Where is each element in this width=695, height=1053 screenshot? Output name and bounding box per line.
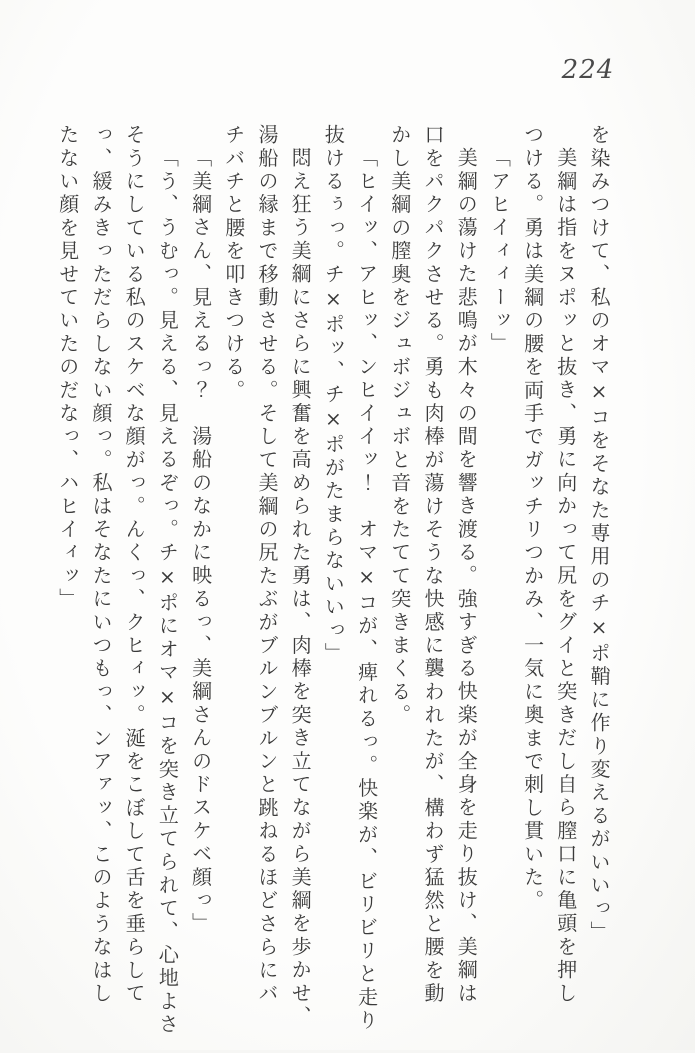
text-line: 口をパクパクさせる。勇も肉棒が蕩けそうな快感に襲われたが、構わず猛然と腰を動 [420, 124, 445, 1006]
page-number: 224 [561, 55, 615, 85]
text-line: 悶え狂う美綱にさらに興奮を高められた勇は、肉棒を突き立てながら美綱を歩かせ、 [288, 147, 313, 1029]
text-line: 「ヒイッ、アヒッ、ンヒイイッ！ オマ×コが、痺れるっ。快楽が、ビリビリと走り [354, 147, 379, 1033]
text-line: 湯船の縁まで移動させる。そして美綱の尻たぶがブルンブルンと跳ねるほどさらにバ [254, 124, 279, 1006]
text-line: 美綱の蕩けた悲鳴が木々の間を響き渡る。強すぎる快楽が全身を走り抜け、美綱は [454, 147, 479, 1006]
text-line: 美綱は指をヌポッと抜き、勇に向かって尻をグイと突きだし自ら膣口に亀頭を押し [553, 147, 578, 1006]
text-block [51, 124, 615, 1037]
text-line: を染みつけて、私のオマ×コをそなた専用のチ×ポ鞘に作り変えるがいいっ」 [587, 124, 611, 944]
text-line: 「アヒイィィーッ」 [487, 147, 512, 356]
text-line: つける。勇は美綱の腰を両手でガッチリつかみ、一気に奥まで刺し貫いた。 [520, 124, 545, 913]
text-line: かし美綱の膣奥をジュボジュボと音をたてて突きまくる。 [387, 124, 412, 728]
text-line: 「う、うむっ。見える、見えるぞっ。チ×ポにオマ×コを突き立てられて、心地よさ [155, 147, 180, 1037]
text-line: 「美綱さん、見えるっ？ 湯船のなかに映るっ、美綱さんのドスケベ顔っ」 [188, 147, 213, 936]
text-line: っ、緩みきっただらしない顔っ。私はそなたにいつもっ、ンアァッ、このようなはし [88, 124, 113, 1006]
text-line: たない顔を見せていたのだなっ、ハヒイィッ」 [55, 124, 80, 612]
text-line: 抜けるぅっ。チ×ポッ、チ×ポがたまらないいっ」 [321, 124, 346, 666]
text-line: そうにしている私のスケベな顔がっ。んくっ、クヒィッ。涎をこぼして舌を垂らして [122, 124, 147, 1006]
text-line: チバチと腰を叩きつける。 [221, 124, 246, 403]
